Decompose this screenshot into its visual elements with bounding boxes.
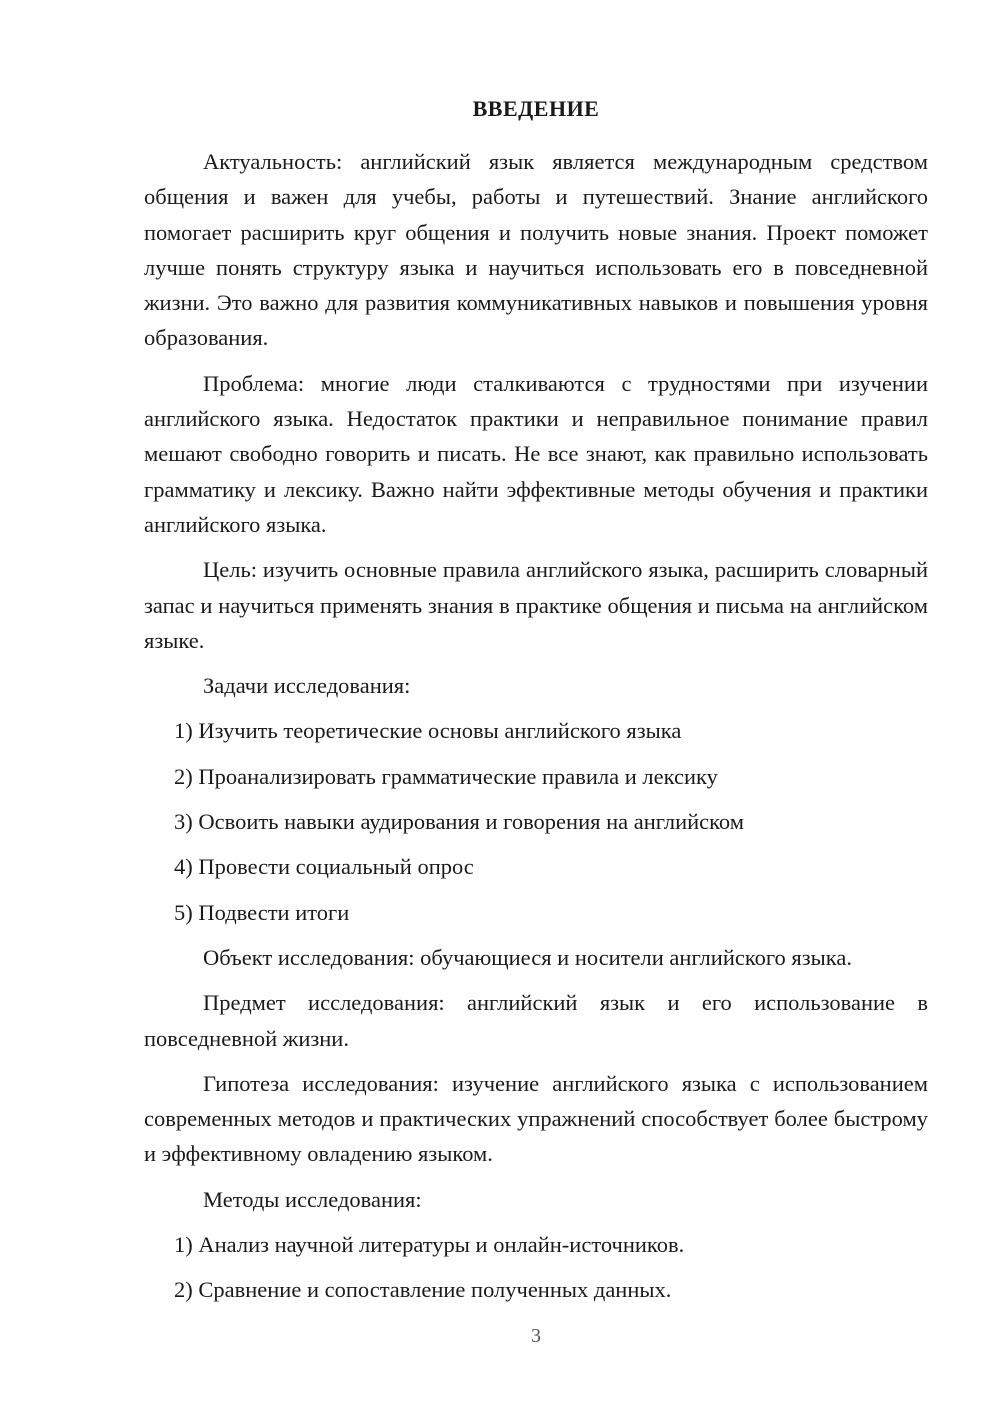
task-item: 5) Подвести итоги [174,899,350,925]
page-title: ВВЕДЕНИЕ [472,96,600,121]
relevance-paragraph: Актуальность: английский язык является международным средством общения и важен для учебы, работы и путешествий. Знание английского помогает расширить круг общения и получить новые знания. Проект поможет лучше понять структуру языка и научиться использовать его в повседневной жизни. Это важно для развития коммуникативных навыков и повышения уровня образования. [144,149,928,351]
task-item: 3) Освоить навыки аудирования и говорения на английском [174,809,744,835]
tasks-label: Задачи исследования: [203,673,411,699]
method-item: 1) Анализ научной литературы и онлайн-источников. [174,1232,685,1258]
methods-label: Методы исследования: [203,1186,422,1212]
page-number: 3 [531,1325,541,1347]
method-item: 2) Сравнение и сопоставление полученных данных. [174,1277,672,1303]
task-item: 4) Провести социальный опрос [174,854,474,880]
document-body [144,144,928,1318]
hypothesis-paragraph: Гипотеза исследования: изучение английского языка с использованием современных методов и практических упражнений способствует более быстрому и эффективному овладению языком. [144,1070,928,1167]
object-paragraph: Объект исследования: обучающиеся и носители английского языка. [203,944,852,970]
goal-paragraph: Цель: изучить основные правила английского языка, расширить словарный запас и научиться применять знания в практике общения и письма на английском языке. [144,557,928,653]
problem-paragraph: Проблема: многие люди сталкиваются с трудностями при изучении английского языка. Недостаток практики и неправильное понимание правил мешают свободно говорить и писать. Не все знают, как правильно использовать грамматику и лексику. Важно найти эффективные методы обучения и практики английского языка. [144,370,928,537]
task-item: 1) Изучить теоретические основы английского языка [174,718,682,744]
task-item: 2) Проанализировать грамматические правила и лексику [174,763,718,789]
subject-paragraph: Предмет исследования: английский язык и его использование в повседневной жизни. [144,990,928,1051]
